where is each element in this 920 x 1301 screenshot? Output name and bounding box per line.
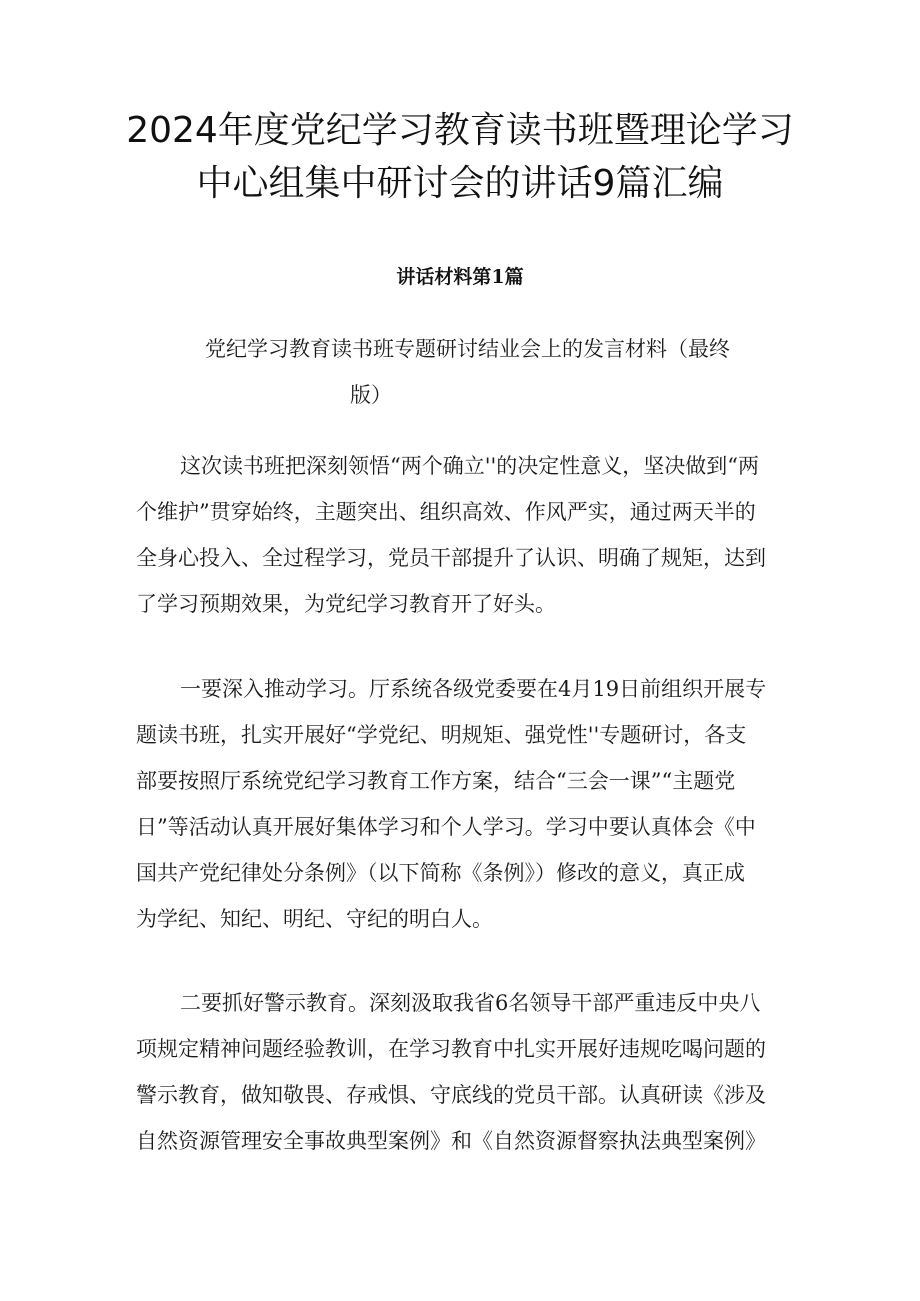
paragraph-line: 二要抓好警示教育。深刻汲取我省6名领导干部严重违反中央八 <box>180 991 761 1015</box>
paragraph-line: 项规定精神问题经验教训，在学习教育中扎实开展好违规吃喝问题的 <box>136 1037 766 1061</box>
paragraph-point-one <box>136 666 796 942</box>
paragraph-line: 自然资源管理安全事故典型案例》和《自然资源督察执法典型案例》 <box>136 1129 766 1153</box>
paragraph-line: 警示教育，做知敬畏、存戒惧、守底线的党员干部。认真研读《涉及 <box>136 1083 766 1107</box>
document-title-line-2: 中心组集中研讨会的讲话9篇汇编 <box>196 163 724 204</box>
paragraph-line: 全身心投入、全过程学习，党员干部提升了认识、明确了规矩，达到 <box>136 546 766 570</box>
paragraph-line: 题读书班，扎实开展好“学党纪、明规矩、强党性''专题研讨，各支 <box>136 723 747 747</box>
paragraph-line: 为学纪、知纪、明纪、守纪的明白人。 <box>136 907 493 931</box>
paragraph-point-two <box>136 980 796 1164</box>
speech-subtitle-line-1: 党纪学习教育读书班专题研讨结业会上的发言材料（最终 <box>205 337 730 361</box>
paragraph-line: 部要按照厅系统党纪学习教育工作方案，结合“三会一课”“主题党 <box>136 769 736 793</box>
paragraph-line: 一要深入推动学习。厅系统各级党委要在4月19日前组织开展专 <box>180 677 767 701</box>
document-title-line-1: 2024年度党纪学习教育读书班暨理论学习 <box>126 110 794 151</box>
section-heading: 讲话材料第1篇 <box>396 266 524 288</box>
paragraph-line: 国共产党纪律处分条例》（以下简称《条例》）修改的意义，真正成 <box>136 861 745 885</box>
paragraph-intro <box>136 443 796 627</box>
paragraph-line: 日”等活动认真开展好集体学习和个人学习。学习中要认真体会《中 <box>136 815 756 839</box>
paragraph-line: 个维护”贯穿始终，主题突出、组织高效、作风严实，通过两天半的 <box>136 500 756 524</box>
paragraph-line: 了学习预期效果，为党纪学习教育开了好头。 <box>136 592 556 616</box>
speech-subtitle-line-2: 版） <box>350 383 392 407</box>
paragraph-line: 这次读书班把深刻领悟“两个确立''的决定性意义，坚决做到“两 <box>180 454 760 478</box>
